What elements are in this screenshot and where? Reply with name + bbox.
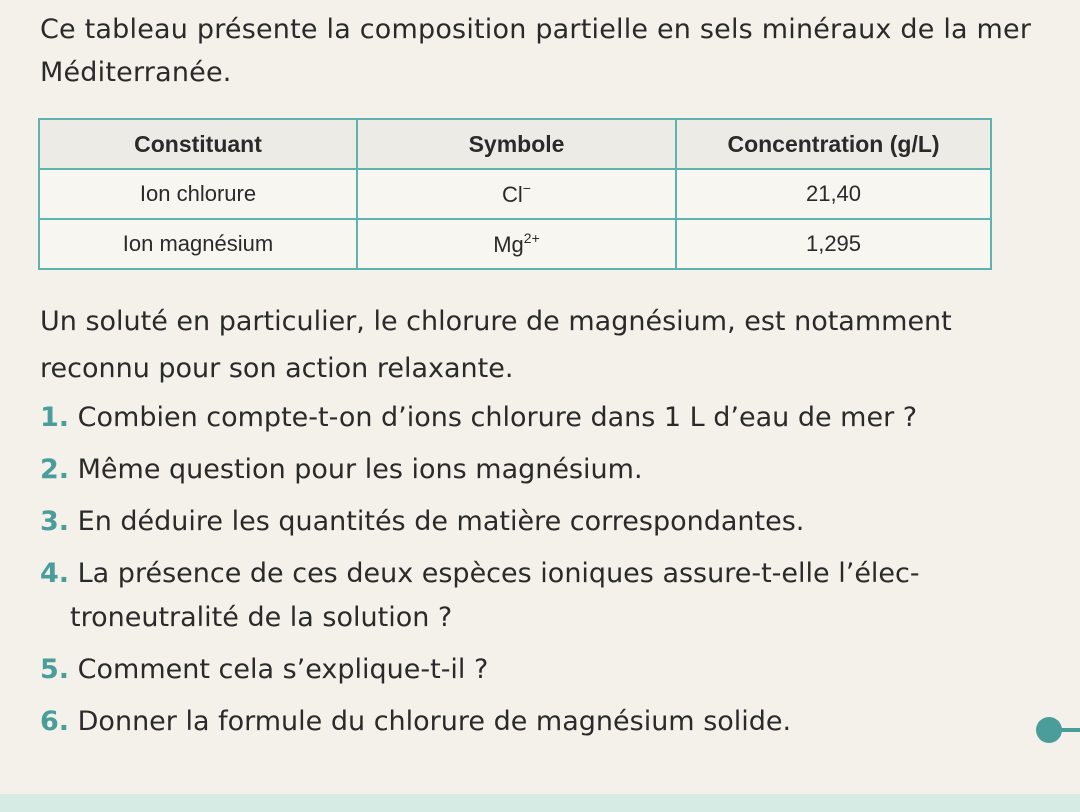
question-item: [40, 700, 1050, 744]
question-list: [40, 396, 1050, 752]
symbol-charge: −: [522, 180, 531, 196]
question-item: [40, 500, 1050, 544]
cell-constituant: Ion magnésium: [39, 219, 357, 269]
mineral-salts-table: [38, 118, 992, 270]
cell-symbol: [357, 169, 676, 219]
symbol-base: Mg: [493, 232, 524, 257]
paragraph-text: Un soluté en particulier, le chlorure de magnésium, est notamment reconnu pour son action relaxante.: [40, 306, 952, 384]
question-number: 2.: [40, 454, 70, 485]
question-number: 1.: [40, 402, 70, 433]
question-number: 5.: [40, 654, 70, 685]
cell-concentration: 1,295: [676, 219, 991, 269]
cell-constituant: Ion chlorure: [39, 169, 357, 219]
cell-concentration: 21,40: [676, 169, 991, 219]
question-number: 4.: [40, 558, 70, 589]
question-text-continued: troneutralité de la solution ?: [70, 602, 453, 633]
question-text: La présence de ces deux espèces ioniques assure-t-elle l’élec-: [77, 558, 920, 589]
question-item: [40, 396, 1050, 440]
question-number: 6.: [40, 706, 70, 737]
header-concentration: Concentration (g/L): [676, 119, 991, 169]
header-constituant: Constituant: [39, 119, 357, 169]
question-text: Combien compte-t-on d’ions chlorure dans 1 L d’eau de mer ?: [77, 402, 918, 433]
table-header-row: [39, 119, 991, 169]
table-row: [39, 169, 991, 219]
question-text: Comment cela s’explique-t-il ?: [77, 654, 489, 685]
page-marker-icon: [1034, 714, 1080, 746]
table-row: [39, 219, 991, 269]
question-text: Donner la formule du chlorure de magnésium solide.: [77, 706, 792, 737]
question-text: Même question pour les ions magnésium.: [77, 454, 643, 485]
question-text: En déduire les quantités de matière correspondantes.: [77, 506, 805, 537]
question-number: 3.: [40, 506, 70, 537]
cell-symbol: [357, 219, 676, 269]
question-item: [40, 648, 1050, 692]
question-item: [40, 552, 1050, 640]
intro-text: Ce tableau présente la composition partielle en sels minéraux de la mer Méditerranée.: [40, 14, 1032, 88]
bottom-strip: [0, 794, 1080, 812]
symbol-charge: 2+: [523, 230, 540, 246]
header-symbole: Symbole: [357, 119, 676, 169]
symbol-base: Cl: [502, 182, 523, 207]
question-item: [40, 448, 1050, 492]
